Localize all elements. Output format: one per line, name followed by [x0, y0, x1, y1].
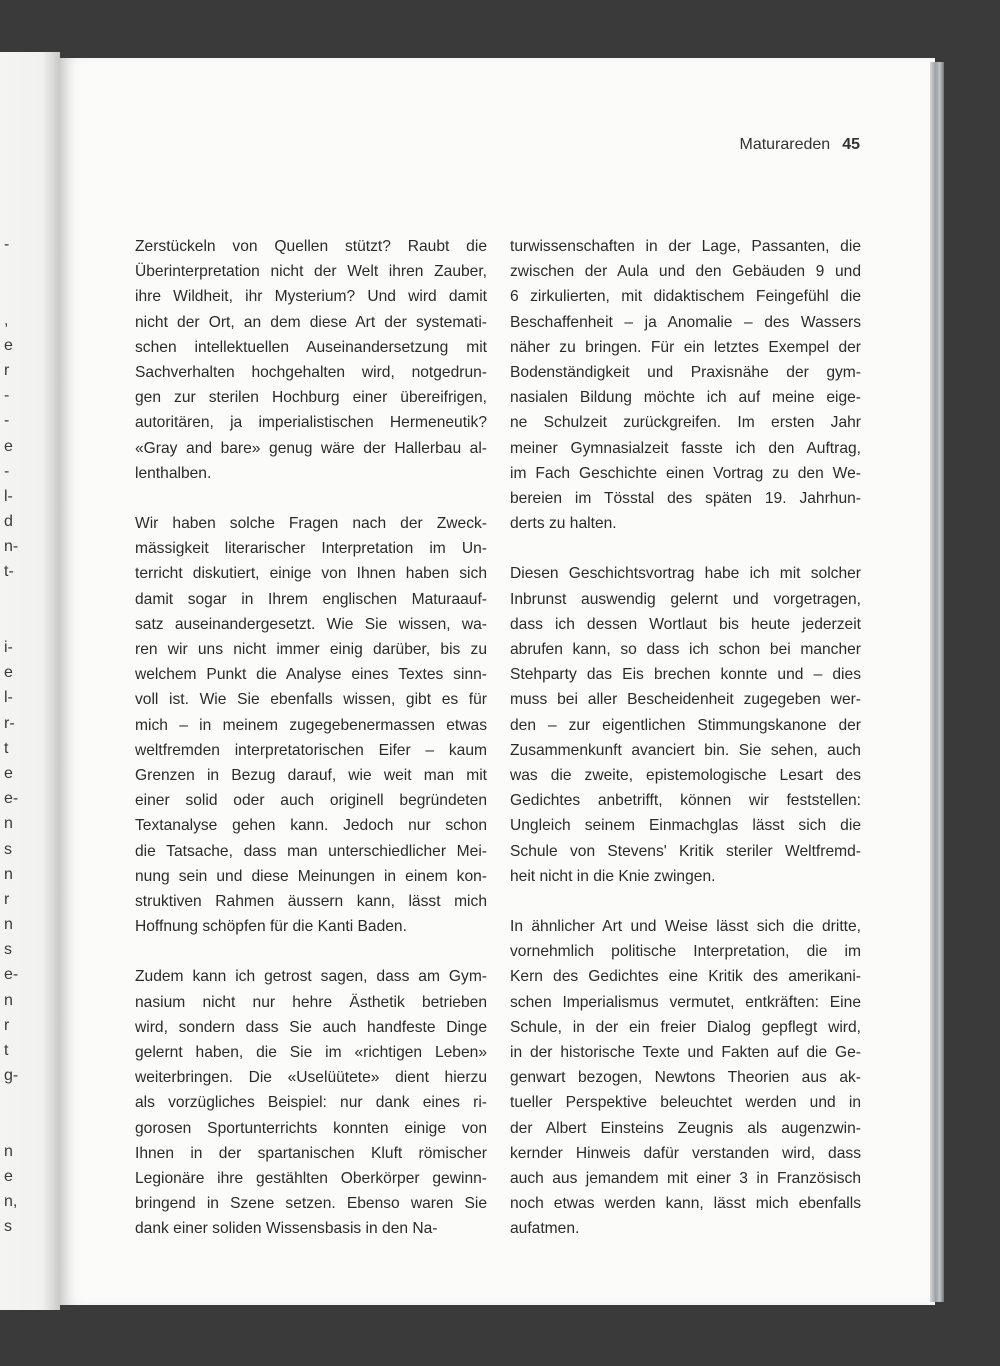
text-line: Grenzen in Bezug darauf, wie weit man mit [135, 766, 487, 784]
text-line: voll ist. Wie Sie ebenfalls wissen, gibt es für [135, 691, 487, 709]
text-line: nasialen Bildung möchte ich auf meine eige- [510, 389, 861, 407]
text-line: Gedichtes anbetrifft, können wir feststellen: [510, 792, 861, 810]
text-line: nung sein und diese Meinungen in einem kon- [135, 867, 487, 885]
text-line: aufatmen. [510, 1220, 580, 1238]
text-line: nicht der Ort, an dem diese Art der systemati- [135, 313, 487, 331]
text-line: kernder Hinweis dafür verstanden wird, dass [510, 1144, 861, 1162]
text-line: auch aus jemandem mit einer 3 in Französisch [510, 1169, 861, 1187]
text-line: lenthalben. [135, 464, 212, 482]
text-line: den – zur eigentlichen Stimmungskanone der [510, 716, 861, 734]
text-fragment: g- [4, 1067, 19, 1085]
text-line: nasium nicht nur hehre Ästhetik betrieben [135, 993, 487, 1011]
text-fragment [4, 1088, 34, 1113]
text-line: Sachverhalten hochgehalten wird, notgedrun- [135, 363, 487, 381]
text-line: die Tatsache, dass man unterschiedlicher Mei- [135, 842, 487, 860]
text-fragment: n [4, 916, 13, 934]
text-line: gelernt haben, die Sie im «richtigen Leben» [135, 1044, 487, 1061]
text-fragment: d [4, 513, 13, 531]
text-fragment: l- [4, 487, 13, 505]
running-header [739, 136, 860, 154]
text-line: vornehmlich politische Interpretation, die im [510, 943, 861, 961]
text-line: bereien im Tösstal des späten 19. Jahrhun- [510, 489, 861, 507]
text-fragment: - [4, 387, 10, 405]
text-line: Schule, in der ein freier Dialog gepflegt wird, [510, 1018, 861, 1036]
text-line: Hoffnung schöpfen für die Kanti Baden. [135, 918, 407, 936]
text-line: terricht diskutiert, einige von Ihnen haben sich [135, 565, 487, 583]
paragraph [510, 234, 861, 536]
text-fragment: t- [4, 563, 14, 581]
page-stack-edge [930, 62, 944, 1302]
text-fragment: e- [4, 790, 19, 808]
header-title: Maturareden [739, 136, 831, 153]
text-line: Kern des Gedichtes eine Kritik des amerikani- [510, 968, 861, 986]
text-line: Stehparty das Eis brechen konnte und – dies [510, 666, 861, 684]
text-line: mich – in meinem zugegebenermassen etwas [135, 716, 487, 734]
text-line: Zerstückeln von Quellen stützt? Raubt die [135, 238, 487, 255]
text-line: «Gray and bare» genug wäre der Hallerbau al- [135, 439, 487, 457]
text-fragment [4, 282, 34, 307]
text-fragment: t [4, 739, 9, 757]
text-line: als vorzügliches Beispiel: nur dank eines ri- [135, 1094, 487, 1112]
text-fragment: n [4, 865, 13, 883]
text-line: meiner Gymnasialzeit fasste ich den Auftrag, [510, 439, 861, 457]
text-line: bringend in Szene setzen. Ebenso waren Sie [135, 1195, 487, 1213]
text-line: Schule von Stevens' Kritik steriler Weltfremd- [510, 842, 861, 860]
text-line: mässigkeit literarischer Interpretation im Un- [135, 540, 487, 558]
previous-page-text-fragments [4, 232, 34, 1240]
text-fragment [4, 1114, 34, 1139]
text-line: Ungleich seinem Einmachglas lässt sich die [510, 817, 861, 835]
text-line: der Albert Einsteins Zeugnis als augenzwin- [510, 1119, 861, 1137]
text-fragment: e- [4, 966, 19, 984]
text-fragment: n, [4, 1193, 18, 1211]
text-line: Zusammenkunft avanciert bin. Sie sehen, auch [510, 741, 861, 759]
text-fragment: , [4, 311, 9, 329]
text-fragment: r [4, 361, 10, 379]
text-line: in der historische Texte und Fakten auf die Ge- [510, 1044, 861, 1061]
text-line: Überinterpretation nicht der Welt ihren Zauber, [135, 263, 487, 281]
paragraph [135, 511, 487, 939]
text-fragment: t [4, 1042, 9, 1059]
text-fragment [4, 610, 34, 635]
text-fragment: - [4, 236, 10, 253]
text-fragment: e [4, 1167, 13, 1185]
paragraph [135, 964, 487, 1241]
text-fragment: - [4, 462, 10, 480]
text-fragment: s [4, 941, 12, 959]
text-line: derts zu halten. [510, 515, 617, 533]
book-page [60, 58, 935, 1305]
text-fragment: r [4, 890, 10, 908]
text-line: Wir haben solche Fragen nach der Zweck- [135, 515, 487, 533]
text-line: wird, sondern dass Sie auch handfeste Dinge [135, 1018, 487, 1036]
text-line: weltfremden interpretatorischen Eifer – kaum [135, 741, 487, 759]
text-fragment: s [4, 1218, 12, 1236]
left-column [135, 234, 487, 1267]
text-line: dank einer soliden Wissensbasis in den Na- [135, 1220, 438, 1238]
text-fragment [4, 257, 34, 282]
text-line: Textanalyse gehen kann. Jedoch nur schon [135, 817, 487, 835]
text-line: gen zur sterilen Hochburg einer übereifrigen, [135, 389, 487, 407]
text-line: schen Imperialismus vermutet, entkräften: Eine [510, 993, 861, 1011]
text-fragment: r [4, 1016, 10, 1034]
text-line: muss bei aller Bescheidenheit zugegeben wer- [510, 691, 861, 709]
text-line: ihre Wildheit, ihr Mysterium? Und wird damit [135, 288, 487, 306]
text-line: abrufen kann, so dass ich schon bei mancher [510, 641, 861, 658]
text-line: damit sogar in Ihrem englischen Maturaauf- [135, 590, 487, 608]
text-line: ne Schulzeit zurückgreifen. Im ersten Jahr [510, 414, 861, 432]
paragraph [510, 561, 861, 888]
text-line: In ähnlicher Art und Weise lässt sich die dritte, [510, 918, 861, 936]
text-line: was die zweite, epistemologische Lesart des [510, 766, 861, 784]
text-line: ren wir uns nicht immer einig darüber, bis zu [135, 641, 487, 658]
text-line: Zudem kann ich getrost sagen, dass am Gym- [135, 968, 487, 986]
text-line: näher zu bringen. Für ein letztes Exempel der [510, 338, 861, 356]
paragraph [510, 914, 861, 1241]
text-line: tueller Perspektive beleuchtet werden und in [510, 1094, 861, 1112]
text-line: Beschaffenheit – ja Anomalie – des Wassers [510, 313, 861, 331]
text-fragment [4, 585, 34, 610]
text-line: im Fach Geschichte einen Vortrag zu den We- [510, 464, 861, 482]
text-line: Bodenständigkeit und Praxisnähe der gym- [510, 363, 861, 381]
text-line: schen intellektuellen Auseinandersetzung mit [135, 338, 487, 356]
text-line: gorosen Sportunterrichts konnten einige von [135, 1119, 487, 1137]
text-line: autoritären, ja imperialistischen Hermeneutik? [135, 414, 487, 432]
paragraph [135, 234, 487, 486]
text-line: struktiven Rahmen äussern kann, lässt mich [135, 892, 487, 910]
text-line: zwischen der Aula und den Gebäuden 9 und [510, 263, 861, 281]
text-line: noch etwas werden kann, lässt mich ebenfalls [510, 1195, 861, 1213]
text-line: weiterbringen. Die «Uselüütete» dient hierzu [135, 1069, 487, 1087]
text-fragment: e [4, 764, 13, 782]
text-fragment: e [4, 664, 13, 682]
text-fragment: n- [4, 538, 19, 556]
text-line: einer solid oder auch originell begründeten [135, 792, 487, 810]
text-fragment: n [4, 815, 13, 833]
text-line: dass ich dessen Wortlaut bis heute jederzeit [510, 615, 861, 633]
text-line: satz auseinandergesetzt. Wie Sie wissen, wa- [135, 615, 487, 633]
text-line: 6 zirkulierten, mit didaktischem Feingefühl die [510, 288, 861, 306]
text-line: turwissenschaften in der Lage, Passanten, die [510, 238, 861, 255]
text-line: Ihnen in der spartanischen Kluft römischer [135, 1144, 487, 1162]
right-column [510, 234, 861, 1267]
text-fragment: i- [4, 639, 13, 656]
text-line: genwart bezogen, Newtons Theorien aus ak- [510, 1069, 861, 1087]
text-fragment: r- [4, 714, 15, 732]
text-line: heit nicht in die Knie zwingen. [510, 867, 716, 885]
text-fragment: e [4, 336, 13, 354]
text-fragment: l- [4, 689, 13, 707]
text-fragment: s [4, 840, 12, 858]
text-line: Diesen Geschichtsvortrag habe ich mit solcher [510, 565, 861, 583]
previous-page-edge [0, 52, 60, 1310]
text-fragment: - [4, 412, 10, 430]
text-line: Legionäre ihre gestählten Oberkörper gewinn- [135, 1169, 487, 1187]
page-number: 45 [842, 136, 860, 153]
text-fragment: n [4, 991, 13, 1009]
text-line: Inbrunst auswendig gelernt und vorgetragen, [510, 590, 861, 608]
text-fragment: e [4, 437, 13, 455]
text-line: welchem Punkt die Analyse eines Textes sinn- [135, 666, 487, 684]
text-fragment: n [4, 1142, 13, 1160]
